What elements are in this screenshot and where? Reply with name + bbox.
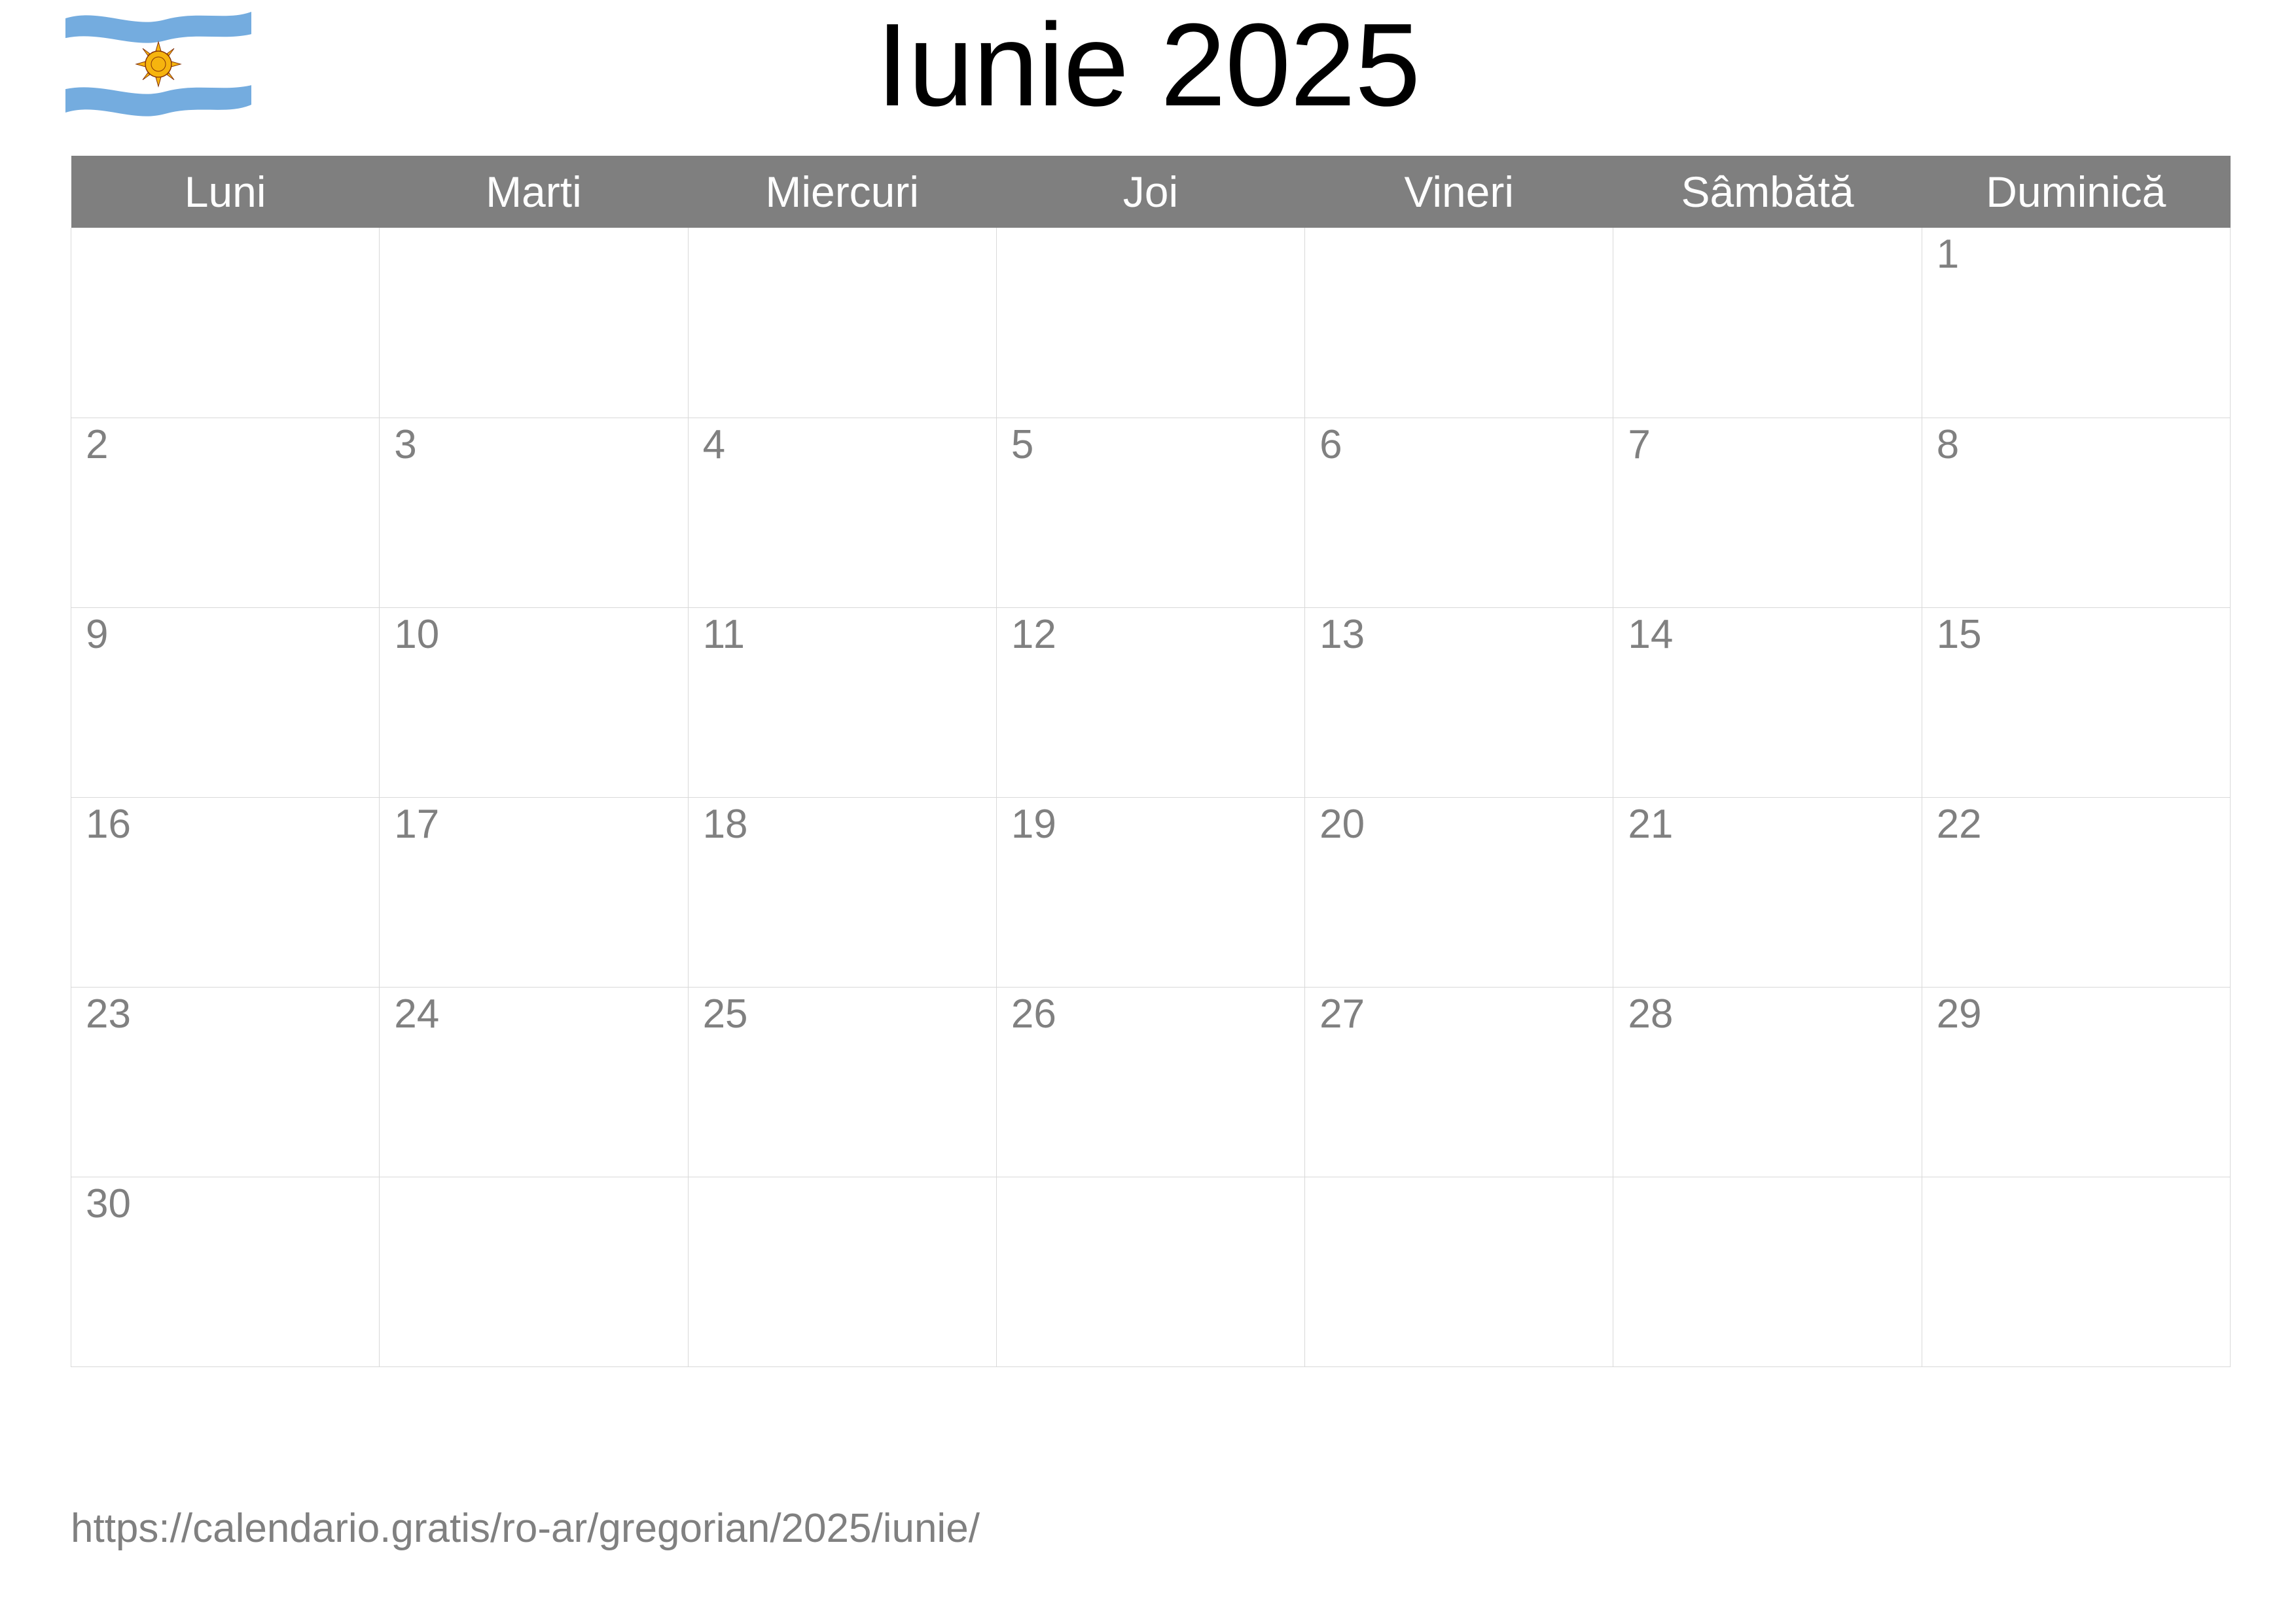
weekday-header-duminica: Duminică <box>1922 156 2230 228</box>
day-cell[interactable] <box>1305 1177 1613 1366</box>
day-cell[interactable] <box>1613 1177 1922 1366</box>
source-url[interactable]: https://calendario.gratis/ro-ar/gregorian/2025/iunie/ <box>71 1506 980 1551</box>
page-header <box>0 0 2296 160</box>
week-row <box>71 228 2231 418</box>
day-cell[interactable]: 17 <box>380 797 688 987</box>
week-row <box>71 1177 2231 1366</box>
day-cell[interactable]: 10 <box>380 607 688 797</box>
day-cell[interactable] <box>380 1177 688 1366</box>
day-cell[interactable]: 4 <box>688 418 996 607</box>
day-cell[interactable]: 20 <box>1305 797 1613 987</box>
day-cell[interactable]: 27 <box>1305 987 1613 1177</box>
day-cell[interactable]: 24 <box>380 987 688 1177</box>
weekday-header-row <box>71 156 2231 228</box>
day-cell[interactable]: 6 <box>1305 418 1613 607</box>
day-cell[interactable]: 2 <box>71 418 380 607</box>
day-cell[interactable]: 1 <box>1922 228 2230 418</box>
day-cell[interactable]: 19 <box>996 797 1304 987</box>
day-cell[interactable]: 18 <box>688 797 996 987</box>
day-cell[interactable] <box>996 1177 1304 1366</box>
weekday-header-miercuri: Miercuri <box>688 156 996 228</box>
day-cell[interactable] <box>71 228 380 418</box>
day-cell[interactable] <box>688 1177 996 1366</box>
day-cell[interactable]: 14 <box>1613 607 1922 797</box>
day-cell[interactable]: 26 <box>996 987 1304 1177</box>
day-cell[interactable]: 9 <box>71 607 380 797</box>
weekday-header-luni: Luni <box>71 156 380 228</box>
day-cell[interactable]: 28 <box>1613 987 1922 1177</box>
week-row <box>71 987 2231 1177</box>
day-cell[interactable]: 30 <box>71 1177 380 1366</box>
weekday-header-joi: Joi <box>996 156 1304 228</box>
month-calendar <box>71 156 2231 1367</box>
day-cell[interactable]: 5 <box>996 418 1304 607</box>
day-cell[interactable] <box>996 228 1304 418</box>
day-cell[interactable]: 21 <box>1613 797 1922 987</box>
day-cell[interactable]: 25 <box>688 987 996 1177</box>
day-cell[interactable]: 8 <box>1922 418 2230 607</box>
day-cell[interactable]: 12 <box>996 607 1304 797</box>
weekday-header-sambata: Sâmbătă <box>1613 156 1922 228</box>
day-cell[interactable]: 13 <box>1305 607 1613 797</box>
day-cell[interactable]: 15 <box>1922 607 2230 797</box>
day-cell[interactable] <box>1922 1177 2230 1366</box>
day-cell[interactable]: 16 <box>71 797 380 987</box>
day-cell[interactable] <box>1305 228 1613 418</box>
day-cell[interactable]: 11 <box>688 607 996 797</box>
weekday-header-marti: Marti <box>380 156 688 228</box>
page-title: Iunie 2025 <box>876 0 1420 131</box>
weekday-header-vineri: Vineri <box>1305 156 1613 228</box>
week-row <box>71 418 2231 607</box>
day-cell[interactable]: 29 <box>1922 987 2230 1177</box>
week-row <box>71 797 2231 987</box>
day-cell[interactable] <box>1613 228 1922 418</box>
week-row <box>71 607 2231 797</box>
day-cell[interactable]: 22 <box>1922 797 2230 987</box>
day-cell[interactable] <box>688 228 996 418</box>
day-cell[interactable] <box>380 228 688 418</box>
day-cell[interactable]: 23 <box>71 987 380 1177</box>
day-cell[interactable]: 3 <box>380 418 688 607</box>
day-cell[interactable]: 7 <box>1613 418 1922 607</box>
